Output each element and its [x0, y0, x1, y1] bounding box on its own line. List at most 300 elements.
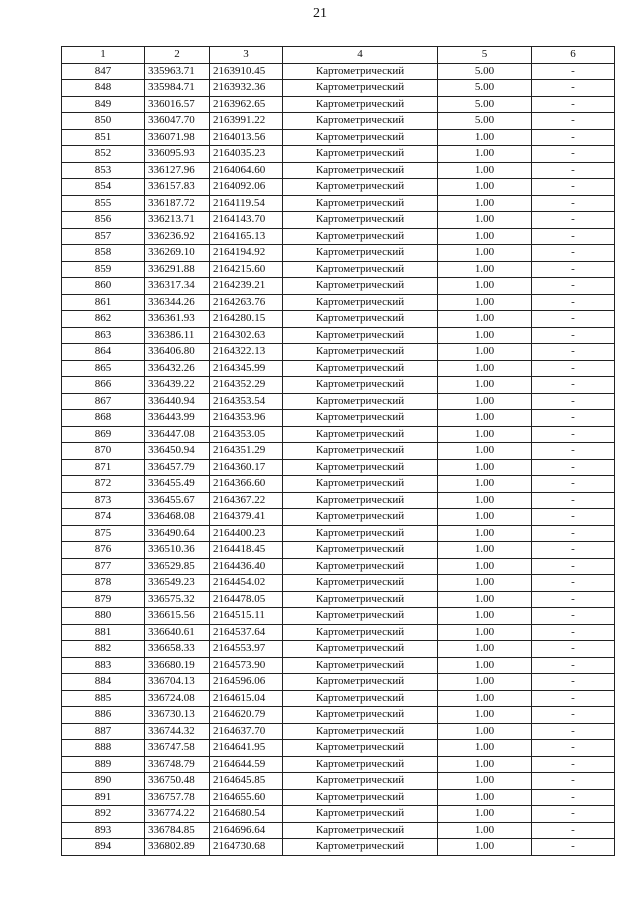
x-coordinate-cell: 336640.61: [145, 624, 210, 641]
point-number-cell: 869: [62, 426, 145, 443]
y-coordinate-cell: 2164418.45: [210, 542, 283, 559]
table-header-row: [62, 47, 615, 64]
point-number-cell: 858: [62, 245, 145, 262]
method-cell: Картометрический: [283, 179, 438, 196]
x-coordinate-cell: 336468.08: [145, 509, 210, 526]
note-cell: -: [532, 228, 615, 245]
x-coordinate-cell: 336750.48: [145, 773, 210, 790]
x-coordinate-cell: 336291.88: [145, 261, 210, 278]
table-row: [62, 179, 615, 196]
point-number-cell: 890: [62, 773, 145, 790]
y-coordinate-cell: 2164553.97: [210, 641, 283, 658]
accuracy-cell: 1.00: [438, 278, 532, 295]
point-number-cell: 868: [62, 410, 145, 427]
accuracy-cell: 5.00: [438, 80, 532, 97]
method-cell: Картометрический: [283, 113, 438, 130]
table-row: [62, 575, 615, 592]
table-row: [62, 63, 615, 80]
accuracy-cell: 1.00: [438, 360, 532, 377]
y-coordinate-cell: 2164645.85: [210, 773, 283, 790]
method-cell: Картометрический: [283, 542, 438, 559]
y-coordinate-cell: 2163962.65: [210, 96, 283, 113]
accuracy-cell: 1.00: [438, 476, 532, 493]
y-coordinate-cell: 2164280.15: [210, 311, 283, 328]
x-coordinate-cell: 336510.36: [145, 542, 210, 559]
accuracy-cell: 1.00: [438, 509, 532, 526]
x-coordinate-cell: 336784.85: [145, 822, 210, 839]
y-coordinate-cell: 2164637.70: [210, 723, 283, 740]
y-coordinate-cell: 2164644.59: [210, 756, 283, 773]
method-cell: Картометрический: [283, 575, 438, 592]
note-cell: -: [532, 657, 615, 674]
x-coordinate-cell: 336490.64: [145, 525, 210, 542]
note-cell: -: [532, 822, 615, 839]
x-coordinate-cell: 336680.19: [145, 657, 210, 674]
x-coordinate-cell: 336455.67: [145, 492, 210, 509]
note-cell: -: [532, 723, 615, 740]
point-number-cell: 892: [62, 806, 145, 823]
method-cell: Картометрический: [283, 426, 438, 443]
table-row: [62, 377, 615, 394]
method-cell: Картометрический: [283, 723, 438, 740]
accuracy-cell: 1.00: [438, 657, 532, 674]
note-cell: -: [532, 96, 615, 113]
table-row: [62, 212, 615, 229]
accuracy-cell: 1.00: [438, 426, 532, 443]
accuracy-cell: 1.00: [438, 707, 532, 724]
x-coordinate-cell: 336529.85: [145, 558, 210, 575]
y-coordinate-cell: 2164696.64: [210, 822, 283, 839]
point-number-cell: 893: [62, 822, 145, 839]
table-row: [62, 327, 615, 344]
accuracy-cell: 1.00: [438, 591, 532, 608]
table-row: [62, 690, 615, 707]
method-cell: Картометрический: [283, 459, 438, 476]
accuracy-cell: 1.00: [438, 377, 532, 394]
y-coordinate-cell: 2164655.60: [210, 789, 283, 806]
accuracy-cell: 1.00: [438, 822, 532, 839]
accuracy-cell: 1.00: [438, 492, 532, 509]
point-number-cell: 877: [62, 558, 145, 575]
accuracy-cell: 1.00: [438, 641, 532, 658]
x-coordinate-cell: 336213.71: [145, 212, 210, 229]
note-cell: -: [532, 113, 615, 130]
point-number-cell: 886: [62, 707, 145, 724]
x-coordinate-cell: 336704.13: [145, 674, 210, 691]
point-number-cell: 880: [62, 608, 145, 625]
y-coordinate-cell: 2164400.23: [210, 525, 283, 542]
table-row: [62, 80, 615, 97]
point-number-cell: 875: [62, 525, 145, 542]
x-coordinate-cell: 336757.78: [145, 789, 210, 806]
y-coordinate-cell: 2164478.05: [210, 591, 283, 608]
point-number-cell: 855: [62, 195, 145, 212]
table-row: [62, 344, 615, 361]
point-number-cell: 854: [62, 179, 145, 196]
y-coordinate-cell: 2164596.06: [210, 674, 283, 691]
accuracy-cell: 1.00: [438, 195, 532, 212]
method-cell: Картометрический: [283, 806, 438, 823]
method-cell: Картометрический: [283, 212, 438, 229]
note-cell: -: [532, 344, 615, 361]
note-cell: -: [532, 311, 615, 328]
x-coordinate-cell: 336127.96: [145, 162, 210, 179]
y-coordinate-cell: 2164013.56: [210, 129, 283, 146]
table-row: [62, 822, 615, 839]
method-cell: Картометрический: [283, 789, 438, 806]
method-cell: Картометрический: [283, 228, 438, 245]
table-body: [62, 63, 615, 855]
table-row: [62, 245, 615, 262]
x-coordinate-cell: 336450.94: [145, 443, 210, 460]
table-row: [62, 146, 615, 163]
accuracy-cell: 1.00: [438, 558, 532, 575]
point-number-cell: 861: [62, 294, 145, 311]
x-coordinate-cell: 336236.92: [145, 228, 210, 245]
y-coordinate-cell: 2164573.90: [210, 657, 283, 674]
note-cell: -: [532, 575, 615, 592]
point-number-cell: 894: [62, 839, 145, 856]
method-cell: Картометрический: [283, 129, 438, 146]
method-cell: Картометрический: [283, 476, 438, 493]
accuracy-cell: 5.00: [438, 113, 532, 130]
point-number-cell: 878: [62, 575, 145, 592]
x-coordinate-cell: 336455.49: [145, 476, 210, 493]
y-coordinate-cell: 2164615.04: [210, 690, 283, 707]
table-row: [62, 96, 615, 113]
note-cell: -: [532, 278, 615, 295]
y-coordinate-cell: 2164379.41: [210, 509, 283, 526]
point-number-cell: 865: [62, 360, 145, 377]
y-coordinate-cell: 2164143.70: [210, 212, 283, 229]
accuracy-cell: 1.00: [438, 393, 532, 410]
table-row: [62, 492, 615, 509]
accuracy-cell: 1.00: [438, 327, 532, 344]
table-row: [62, 773, 615, 790]
note-cell: -: [532, 806, 615, 823]
table-row: [62, 839, 615, 856]
method-cell: Картометрический: [283, 740, 438, 757]
point-number-cell: 862: [62, 311, 145, 328]
note-cell: -: [532, 459, 615, 476]
point-number-cell: 864: [62, 344, 145, 361]
x-coordinate-cell: 336406.80: [145, 344, 210, 361]
method-cell: Картометрический: [283, 344, 438, 361]
x-coordinate-cell: 336157.83: [145, 179, 210, 196]
note-cell: -: [532, 410, 615, 427]
note-cell: -: [532, 674, 615, 691]
y-coordinate-cell: 2164436.40: [210, 558, 283, 575]
note-cell: -: [532, 756, 615, 773]
note-cell: -: [532, 476, 615, 493]
table-row: [62, 129, 615, 146]
x-coordinate-cell: 336549.23: [145, 575, 210, 592]
accuracy-cell: 1.00: [438, 806, 532, 823]
y-coordinate-cell: 2164263.76: [210, 294, 283, 311]
table-row: [62, 476, 615, 493]
note-cell: -: [532, 641, 615, 658]
point-number-cell: 852: [62, 146, 145, 163]
y-coordinate-cell: 2164302.63: [210, 327, 283, 344]
y-coordinate-cell: 2164092.06: [210, 179, 283, 196]
accuracy-cell: 5.00: [438, 63, 532, 80]
table-row: [62, 311, 615, 328]
accuracy-cell: 1.00: [438, 311, 532, 328]
accuracy-cell: 1.00: [438, 608, 532, 625]
y-coordinate-cell: 2164351.29: [210, 443, 283, 460]
note-cell: -: [532, 129, 615, 146]
point-number-cell: 879: [62, 591, 145, 608]
x-coordinate-cell: 336344.26: [145, 294, 210, 311]
accuracy-cell: 1.00: [438, 624, 532, 641]
point-number-cell: 891: [62, 789, 145, 806]
y-coordinate-cell: 2164360.17: [210, 459, 283, 476]
x-coordinate-cell: 336443.99: [145, 410, 210, 427]
accuracy-cell: 1.00: [438, 756, 532, 773]
x-coordinate-cell: 336748.79: [145, 756, 210, 773]
accuracy-cell: 1.00: [438, 261, 532, 278]
x-coordinate-cell: 335984.71: [145, 80, 210, 97]
x-coordinate-cell: 336095.93: [145, 146, 210, 163]
x-coordinate-cell: 336447.08: [145, 426, 210, 443]
note-cell: -: [532, 839, 615, 856]
note-cell: -: [532, 162, 615, 179]
y-coordinate-cell: 2164353.05: [210, 426, 283, 443]
note-cell: -: [532, 558, 615, 575]
x-coordinate-cell: 336187.72: [145, 195, 210, 212]
x-coordinate-cell: 336774.22: [145, 806, 210, 823]
column-header-2: 2: [145, 47, 210, 64]
accuracy-cell: 1.00: [438, 294, 532, 311]
point-number-cell: 889: [62, 756, 145, 773]
method-cell: Картометрический: [283, 63, 438, 80]
point-number-cell: 873: [62, 492, 145, 509]
method-cell: Картометрический: [283, 294, 438, 311]
method-cell: Картометрический: [283, 162, 438, 179]
point-number-cell: 849: [62, 96, 145, 113]
point-number-cell: 883: [62, 657, 145, 674]
table-row: [62, 657, 615, 674]
x-coordinate-cell: 336432.26: [145, 360, 210, 377]
point-number-cell: 887: [62, 723, 145, 740]
y-coordinate-cell: 2164194.92: [210, 245, 283, 262]
accuracy-cell: 1.00: [438, 674, 532, 691]
y-coordinate-cell: 2164641.95: [210, 740, 283, 757]
point-number-cell: 872: [62, 476, 145, 493]
y-coordinate-cell: 2164119.54: [210, 195, 283, 212]
y-coordinate-cell: 2164537.64: [210, 624, 283, 641]
note-cell: -: [532, 707, 615, 724]
method-cell: Картометрический: [283, 278, 438, 295]
accuracy-cell: 1.00: [438, 162, 532, 179]
method-cell: Картометрический: [283, 756, 438, 773]
method-cell: Картометрический: [283, 261, 438, 278]
column-header-5: 5: [438, 47, 532, 64]
y-coordinate-cell: 2164620.79: [210, 707, 283, 724]
method-cell: Картометрический: [283, 591, 438, 608]
table-row: [62, 113, 615, 130]
accuracy-cell: 1.00: [438, 228, 532, 245]
method-cell: Картометрический: [283, 674, 438, 691]
point-number-cell: 874: [62, 509, 145, 526]
accuracy-cell: 1.00: [438, 773, 532, 790]
table-row: [62, 756, 615, 773]
y-coordinate-cell: 2164322.13: [210, 344, 283, 361]
method-cell: Картометрический: [283, 608, 438, 625]
note-cell: -: [532, 492, 615, 509]
y-coordinate-cell: 2164239.21: [210, 278, 283, 295]
accuracy-cell: 1.00: [438, 723, 532, 740]
y-coordinate-cell: 2163910.45: [210, 63, 283, 80]
y-coordinate-cell: 2164352.29: [210, 377, 283, 394]
y-coordinate-cell: 2164515.11: [210, 608, 283, 625]
point-number-cell: 882: [62, 641, 145, 658]
note-cell: -: [532, 212, 615, 229]
table-row: [62, 261, 615, 278]
accuracy-cell: 1.00: [438, 212, 532, 229]
accuracy-cell: 1.00: [438, 740, 532, 757]
note-cell: -: [532, 525, 615, 542]
table-row: [62, 591, 615, 608]
accuracy-cell: 1.00: [438, 789, 532, 806]
table-row: [62, 740, 615, 757]
x-coordinate-cell: 336575.32: [145, 591, 210, 608]
method-cell: Картометрический: [283, 707, 438, 724]
point-number-cell: 866: [62, 377, 145, 394]
point-number-cell: 856: [62, 212, 145, 229]
table-row: [62, 608, 615, 625]
method-cell: Картометрический: [283, 327, 438, 344]
method-cell: Картометрический: [283, 558, 438, 575]
method-cell: Картометрический: [283, 393, 438, 410]
column-header-4: 4: [283, 47, 438, 64]
accuracy-cell: 1.00: [438, 525, 532, 542]
y-coordinate-cell: 2164064.60: [210, 162, 283, 179]
table-row: [62, 278, 615, 295]
accuracy-cell: 1.00: [438, 245, 532, 262]
note-cell: -: [532, 690, 615, 707]
x-coordinate-cell: 336440.94: [145, 393, 210, 410]
point-number-cell: 881: [62, 624, 145, 641]
x-coordinate-cell: 336730.13: [145, 707, 210, 724]
method-cell: Картометрический: [283, 410, 438, 427]
x-coordinate-cell: 336361.93: [145, 311, 210, 328]
point-number-cell: 885: [62, 690, 145, 707]
table-row: [62, 360, 615, 377]
note-cell: -: [532, 542, 615, 559]
table-row: [62, 228, 615, 245]
x-coordinate-cell: 336071.98: [145, 129, 210, 146]
table-row: [62, 806, 615, 823]
note-cell: -: [532, 591, 615, 608]
accuracy-cell: 5.00: [438, 96, 532, 113]
method-cell: Картометрический: [283, 96, 438, 113]
y-coordinate-cell: 2164353.96: [210, 410, 283, 427]
method-cell: Картометрический: [283, 377, 438, 394]
method-cell: Картометрический: [283, 360, 438, 377]
note-cell: -: [532, 63, 615, 80]
point-number-cell: 860: [62, 278, 145, 295]
table-row: [62, 641, 615, 658]
accuracy-cell: 1.00: [438, 410, 532, 427]
point-number-cell: 848: [62, 80, 145, 97]
table-row: [62, 426, 615, 443]
point-number-cell: 859: [62, 261, 145, 278]
note-cell: -: [532, 146, 615, 163]
table-row: [62, 195, 615, 212]
table-row: [62, 393, 615, 410]
x-coordinate-cell: 336615.56: [145, 608, 210, 625]
note-cell: -: [532, 377, 615, 394]
page-number: 21: [313, 6, 327, 21]
method-cell: Картометрический: [283, 690, 438, 707]
y-coordinate-cell: 2164165.13: [210, 228, 283, 245]
y-coordinate-cell: 2164730.68: [210, 839, 283, 856]
y-coordinate-cell: 2164367.22: [210, 492, 283, 509]
method-cell: Картометрический: [283, 839, 438, 856]
x-coordinate-cell: 336439.22: [145, 377, 210, 394]
y-coordinate-cell: 2164680.54: [210, 806, 283, 823]
table-row: [62, 294, 615, 311]
table-row: [62, 410, 615, 427]
note-cell: -: [532, 608, 615, 625]
note-cell: -: [532, 773, 615, 790]
accuracy-cell: 1.00: [438, 459, 532, 476]
point-number-cell: 870: [62, 443, 145, 460]
table-row: [62, 542, 615, 559]
accuracy-cell: 1.00: [438, 839, 532, 856]
point-number-cell: 867: [62, 393, 145, 410]
table-row: [62, 624, 615, 641]
x-coordinate-cell: 336047.70: [145, 113, 210, 130]
accuracy-cell: 1.00: [438, 575, 532, 592]
point-number-cell: 871: [62, 459, 145, 476]
table-row: [62, 789, 615, 806]
x-coordinate-cell: 336269.10: [145, 245, 210, 262]
accuracy-cell: 1.00: [438, 129, 532, 146]
table-row: [62, 459, 615, 476]
method-cell: Картометрический: [283, 657, 438, 674]
method-cell: Картометрический: [283, 245, 438, 262]
method-cell: Картометрический: [283, 822, 438, 839]
note-cell: -: [532, 195, 615, 212]
note-cell: -: [532, 327, 615, 344]
accuracy-cell: 1.00: [438, 344, 532, 361]
y-coordinate-cell: 2163991.22: [210, 113, 283, 130]
x-coordinate-cell: 336747.58: [145, 740, 210, 757]
note-cell: -: [532, 426, 615, 443]
accuracy-cell: 1.00: [438, 146, 532, 163]
note-cell: -: [532, 80, 615, 97]
point-number-cell: 888: [62, 740, 145, 757]
column-header-1: 1: [62, 47, 145, 64]
note-cell: -: [532, 443, 615, 460]
note-cell: -: [532, 294, 615, 311]
note-cell: -: [532, 740, 615, 757]
note-cell: -: [532, 261, 615, 278]
coordinates-table: [61, 46, 615, 856]
y-coordinate-cell: 2163932.36: [210, 80, 283, 97]
point-number-cell: 857: [62, 228, 145, 245]
point-number-cell: 853: [62, 162, 145, 179]
table-row: [62, 162, 615, 179]
point-number-cell: 863: [62, 327, 145, 344]
x-coordinate-cell: 336744.32: [145, 723, 210, 740]
column-header-6: 6: [532, 47, 615, 64]
y-coordinate-cell: 2164353.54: [210, 393, 283, 410]
x-coordinate-cell: 336016.57: [145, 96, 210, 113]
table-row: [62, 443, 615, 460]
